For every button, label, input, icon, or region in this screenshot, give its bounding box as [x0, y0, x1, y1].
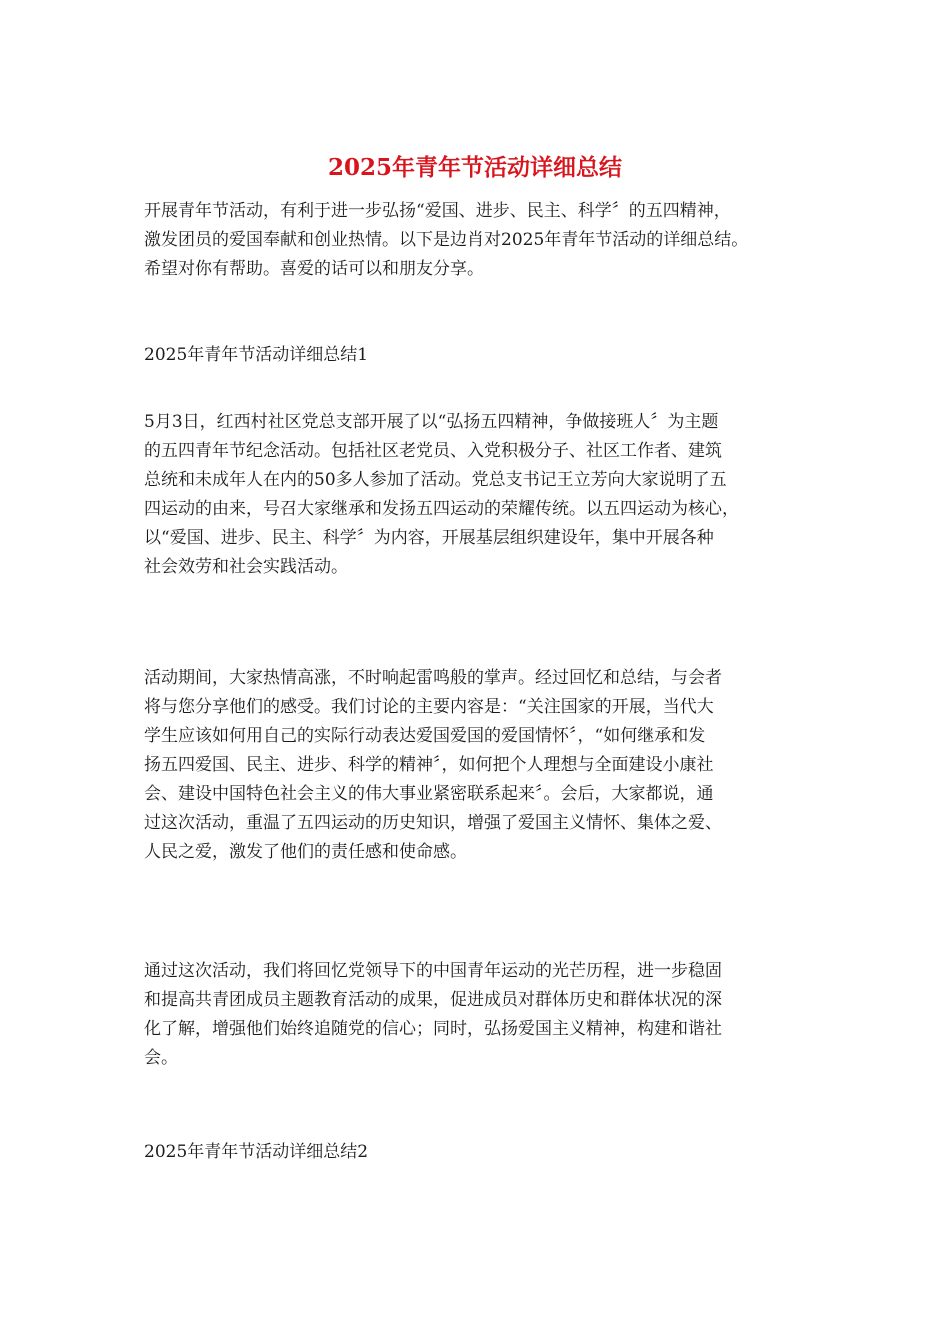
paragraph-line: 将与您分享他们的感受。我们讨论的主要内容是：“关注国家的开展，当代大 [144, 697, 714, 717]
paragraph-line: 人民之爱，激发了他们的责任感和使命感。 [144, 842, 467, 862]
section-heading-1: 2025年青年节活动详细总结1 [144, 345, 369, 365]
paragraph-line: 和提高共青团成员主题教育活动的成果，促进成员对群体历史和群体状况的深 [144, 990, 722, 1010]
paragraph-3 [144, 957, 824, 1073]
intro-paragraph [144, 197, 824, 284]
paragraph-line: 的五四青年节纪念活动。包括社区老党员、入党积极分子、社区工作者、建筑 [144, 441, 722, 461]
paragraph-line: 会、建设中国特色社会主义的伟大事业紧密联系起来〞。会后，大家都说，通 [144, 784, 714, 804]
paragraph-line: 总统和未成年人在内的50多人参加了活动。党总支书记王立芳向大家说明了五 [144, 470, 727, 490]
paragraph-line: 过这次活动，重温了五四运动的历史知识，增强了爱国主义情怀、集体之爱、 [144, 813, 722, 833]
paragraph-1 [144, 408, 824, 582]
intro-line: 激发团员的爱国奉献和创业热情。以下是边肖对2025年青年节活动的详细总结。 [144, 230, 749, 250]
section-heading-2: 2025年青年节活动详细总结2 [144, 1142, 369, 1162]
paragraph-line: 学生应该如何用自己的实际行动表达爱国爱国的爱国情怀〞，“如何继承和发 [144, 726, 706, 746]
paragraph-line: 以“爱国、进步、民主、科学〞为内容，开展基层组织建设年，集中开展各种 [144, 528, 714, 548]
paragraph-line: 社会效劳和社会实践活动。 [144, 557, 348, 577]
intro-line: 开展青年节活动，有利于进一步弘扬“爱国、进步、民主、科学〞的五四精神， [144, 201, 731, 221]
paragraph-2 [144, 664, 824, 867]
paragraph-line: 扬五四爱国、民主、进步、科学的精神〞，如何把个人理想与全面建设小康社 [144, 755, 714, 775]
paragraph-line: 活动期间，大家热情高涨，不时响起雷鸣般的掌声。经过回忆和总结，与会者 [144, 668, 722, 688]
paragraph-line: 5月3日，红西村社区党总支部开展了以“弘扬五四精神，争做接班人〞为主题 [144, 412, 719, 432]
paragraph-line: 会。 [144, 1048, 178, 1068]
document-title: 2025年青年节活动详细总结 [327, 154, 622, 181]
paragraph-line: 化了解，增强他们始终追随党的信心；同时，弘扬爱国主义精神，构建和谐社 [144, 1019, 722, 1039]
intro-line: 希望对你有帮助。喜爱的话可以和朋友分享。 [144, 259, 484, 279]
paragraph-line: 通过这次活动，我们将回忆党领导下的中国青年运动的光芒历程，进一步稳固 [144, 961, 722, 981]
paragraph-line: 四运动的由来，号召大家继承和发扬五四运动的荣耀传统。以五四运动为核心， [144, 499, 739, 519]
